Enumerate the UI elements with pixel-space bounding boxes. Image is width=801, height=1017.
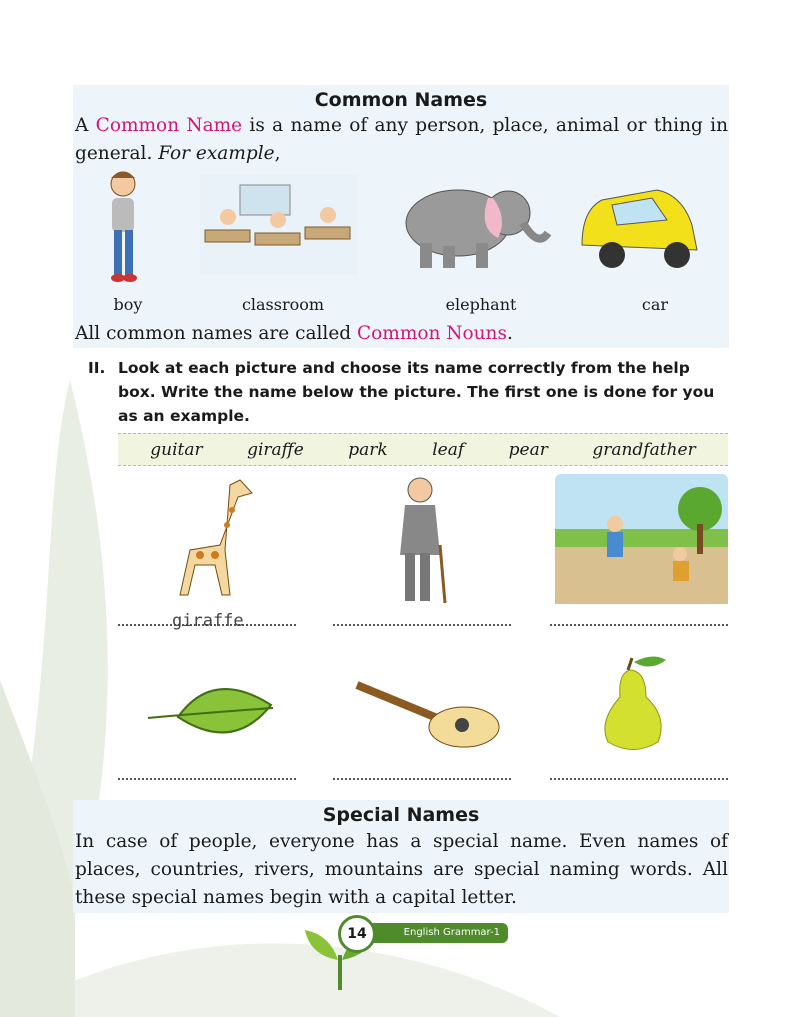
classroom-image: [200, 175, 358, 275]
for-example: For example: [158, 143, 275, 164]
text: is a name of any person, place, animal or thing in general.: [75, 115, 728, 164]
leaf-image: [143, 683, 278, 743]
caption-car: car: [641, 295, 669, 314]
help-box: [118, 433, 728, 466]
grandfather-image: [390, 475, 460, 607]
help-word: giraffe: [247, 439, 304, 460]
instruction-text: Look at each picture and choose its name correctly from the help box. Write the name below the picture. The first one is done for you as an example.: [118, 359, 715, 425]
text: All common names are called: [75, 323, 357, 344]
text: A: [75, 115, 96, 136]
elephant-image: [398, 178, 553, 273]
text: .: [506, 323, 513, 344]
giraffe-image: [160, 475, 260, 605]
exercise-instruction: [88, 356, 730, 428]
footer-book-title: English Grammar-1: [368, 923, 508, 943]
special-names-heading: Special Names: [322, 804, 480, 826]
caption-classroom: classroom: [241, 295, 325, 314]
term-common-name: Common Name: [95, 115, 243, 136]
boy-image: [98, 168, 148, 286]
answer-line-4[interactable]: [118, 778, 296, 780]
help-word: park: [348, 439, 388, 460]
common-names-heading: Common Names: [314, 89, 488, 111]
answer-line-2[interactable]: [333, 624, 511, 626]
pear-image: [598, 652, 670, 754]
car-image: [572, 180, 707, 275]
common-names-definition: [75, 112, 728, 168]
answer-line-3[interactable]: [550, 624, 728, 626]
page-number: 14: [338, 915, 376, 953]
answer-line-6[interactable]: [550, 778, 728, 780]
term-common-nouns: Common Nouns: [357, 323, 507, 344]
help-word: guitar: [150, 439, 203, 460]
help-word: grandfather: [592, 439, 696, 460]
answer-line-5[interactable]: [333, 778, 511, 780]
help-word: pear: [508, 439, 548, 460]
guitar-image: [352, 675, 502, 755]
text: ,: [274, 143, 281, 164]
park-image: [555, 474, 728, 604]
answer-giraffe: giraffe: [172, 611, 244, 631]
common-nouns-statement: [75, 320, 513, 348]
caption-elephant: elephant: [445, 295, 517, 314]
special-names-text: In case of people, everyone has a special name. Even names of places, countries, rivers, mountains are special naming words. All these special names begin with a capital letter.: [75, 831, 728, 908]
exercise-number: II.: [88, 359, 106, 377]
caption-boy: boy: [113, 295, 143, 314]
help-word: leaf: [432, 439, 465, 460]
